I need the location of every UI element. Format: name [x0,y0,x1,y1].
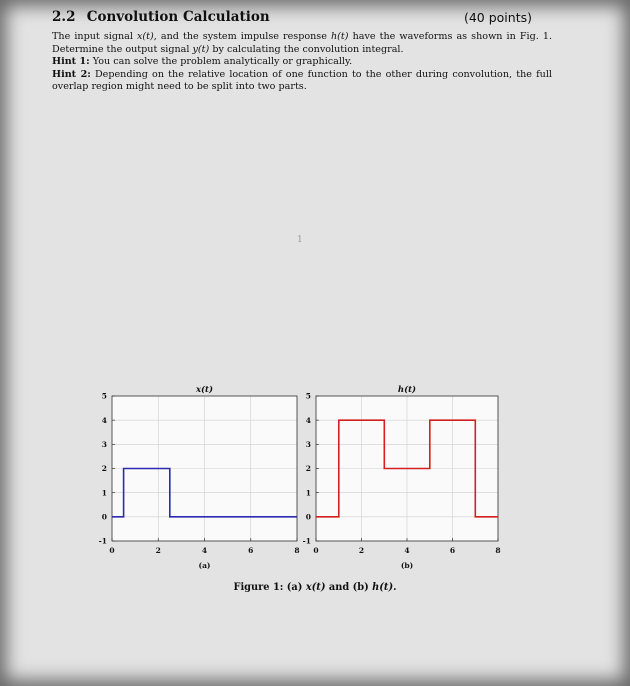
hint-2-text: Depending on the relative location of one function to the other during convolution, the full overlap region might need to be split into two parts. [52,68,552,92]
y-tick-label: 3 [101,439,107,449]
x-tick-label: 6 [248,546,254,555]
chart-sublabel: (b) [400,561,414,570]
y-tick-label: 1 [101,488,107,498]
chart-x-of-t [99,384,300,570]
y-tick-label: 1 [305,488,311,498]
y-tick-label: 4 [101,415,107,425]
section-title: Convolution Calculation [86,9,270,25]
intro-text-3: have the waveforms as shown in Fig. 1. Determine the output signal [52,31,552,55]
figure-caption [0,582,630,593]
caption-x-symbol: x(t) [305,582,326,593]
hint-1-text: You can solve the problem analytically or graphically. [92,56,353,67]
x-tick-label: 0 [313,546,319,555]
y-tick-label: 0 [305,512,311,522]
hint-2-label: Hint 2: [52,68,91,80]
chart-h-of-t [303,384,501,570]
hint-1-label: Hint 1: [52,56,90,67]
y-tick-label: 3 [305,439,311,449]
x-tick-label: 2 [358,546,365,555]
section-number: 2.2 [52,9,76,25]
x-tick-label: 4 [404,546,410,555]
caption-suffix: . [393,582,397,593]
caption-mid: and (b) [325,582,373,593]
y-tick-label: -1 [302,536,311,546]
y-tick-label: -1 [98,536,107,546]
h-symbol: h(t) [330,31,349,42]
points-label: (40 points) [463,10,532,25]
x-tick-label: 2 [155,546,161,555]
y-tick-label: 4 [305,415,311,425]
intro-text-1: The input signal [52,31,138,42]
caption-prefix: Figure 1: (a) [233,582,306,593]
chart-title: h(t) [397,385,417,395]
y-tick-label: 2 [101,464,107,474]
intro-text-2: , and the system impulse response [153,31,331,42]
x-tick-label: 4 [201,546,208,555]
x-tick-label: 0 [109,546,115,555]
y-tick-label: 2 [305,464,311,474]
x-tick-label: 8 [495,546,501,555]
chart-sublabel: (a) [198,561,211,570]
chart-title: x(t) [195,385,214,395]
y-tick-label: 0 [101,512,107,522]
page-number: 1 [297,235,303,245]
x-symbol: x(t) [137,31,154,42]
caption-h-symbol: h(t) [372,582,394,593]
x-tick-label: 8 [294,546,300,555]
x-tick-label: 6 [449,546,456,555]
intro-text-4: by calculating the convolution integral. [209,43,404,55]
y-symbol: y(t) [192,43,210,55]
y-tick-label: 5 [305,391,311,401]
y-tick-label: 5 [101,391,107,401]
